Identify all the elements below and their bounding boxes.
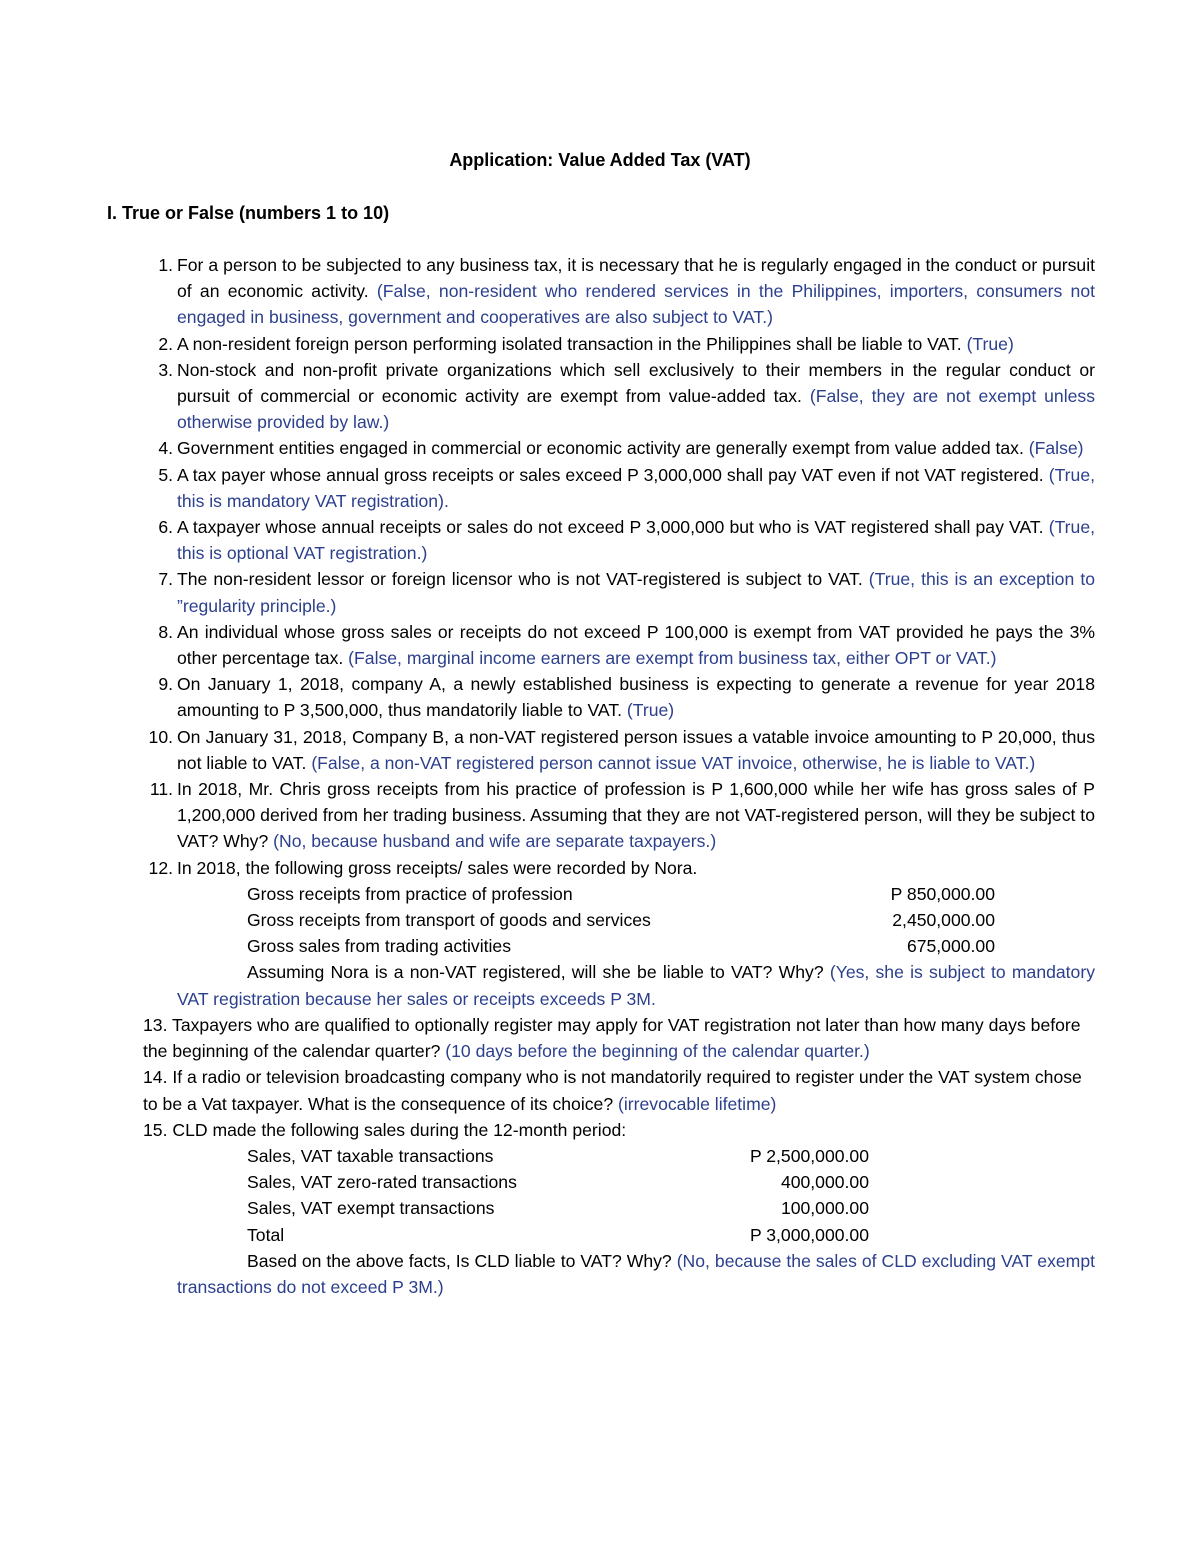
question-text: A tax payer whose annual gross receipts or sales exceed P 3,000,000 shall pay VAT even if not VAT registered. — [177, 464, 1044, 485]
table-row — [247, 881, 1095, 907]
answer-text: (False) — [1028, 438, 1084, 459]
row-label: Sales, VAT exempt transactions — [247, 1198, 495, 1219]
row-amount: 675,000.00 — [906, 936, 995, 957]
table-row — [247, 1169, 1095, 1195]
list-item-continuation — [107, 1143, 1095, 1300]
answer-text: (No, because the sales of CLD excluding VAT exempt transactions do not exceed P 3M.) — [177, 1250, 1095, 1297]
row-label: Sales, VAT taxable transactions — [247, 1145, 494, 1166]
item-number: 3. — [158, 359, 173, 380]
answer-text: (True, this is optional VAT registration.) — [177, 517, 1095, 564]
answer-text: (True, this is mandatory VAT registration). — [177, 464, 1095, 511]
answer-text: (True, this is an exception to ”regularity principle.) — [177, 569, 1095, 616]
row-label: Gross sales from trading activities — [247, 936, 511, 957]
list-item — [143, 1012, 1095, 1064]
table-row-total — [247, 1222, 1095, 1248]
question-text: Government entities engaged in commercial or economic activity are generally exempt from value added tax. — [177, 438, 1024, 459]
list-item — [107, 566, 1095, 618]
page-title: Application: Value Added Tax (VAT) — [449, 150, 751, 170]
list-item — [107, 619, 1095, 671]
row-amount: P 2,500,000.00 — [749, 1145, 869, 1166]
answer-text: (True) — [966, 333, 1014, 354]
row-amount: P 850,000.00 — [890, 883, 995, 904]
answer-text: (True) — [626, 700, 675, 721]
item-number: 13. — [143, 1014, 168, 1035]
list-item — [143, 1117, 1095, 1143]
list-item — [107, 357, 1095, 436]
question-list — [107, 252, 1095, 1300]
question-text: Non-stock and non-profit private organizations which sell exclusively to their members in the regular conduct or pursuit of commercial or economic activity are exempt from value-added tax. — [177, 359, 1095, 407]
answer-text: (No, because husband and wife are separate taxpayers.) — [273, 831, 717, 852]
item-number: 9. — [158, 674, 173, 695]
answer-text: (False, a non-VAT registered person cannot issue VAT invoice, otherwise, he is liable to VAT.) — [311, 752, 1036, 773]
question-text: The non-resident lessor or foreign licensor who is not VAT-registered is subject to VAT. — [177, 569, 863, 590]
question-text: In 2018, Mr. Chris gross receipts from his practice of profession is P 1,600,000 while her wife has gross sales of P 1,200,000 derived from her trading business. Assuming that they are not VAT-registered person, will they be subject to VAT? Why? — [177, 779, 1095, 852]
answer-text: (Yes, she is subject to mandatory VAT registration because her sales or receipts exceeds P 3M. — [177, 962, 1095, 1009]
question-text: On January 1, 2018, company A, a newly established business is expecting to generate a revenue for year 2018 amounting to P 3,500,000, thus mandatorily liable to VAT. — [177, 674, 1095, 721]
row-amount: 400,000.00 — [780, 1172, 869, 1193]
answer-text: (False, non-resident who rendered services in the Philippines, importers, consumers not engaged in business, government and cooperatives are also subject to VAT.) — [177, 281, 1095, 328]
item-number: 2. — [158, 333, 173, 354]
question-text: Taxpayers who are qualified to optionally register may apply for VAT registration not later than how many days before the beginning of the calendar quarter? — [143, 1014, 1081, 1062]
row-amount: P 3,000,000.00 — [749, 1224, 869, 1245]
item-number: 11. — [149, 779, 173, 800]
question-text: An individual whose gross sales or receipts do not exceed P 100,000 is exempt from VAT provided he pays the 3% other percentage tax. — [177, 621, 1095, 669]
item-number: 4. — [158, 438, 173, 459]
row-amount: 2,450,000.00 — [892, 910, 995, 931]
receipts-table — [247, 881, 1095, 960]
list-item — [107, 514, 1095, 566]
question-text: For a person to be subjected to any business tax, it is necessary that he is regularly engaged in the conduct or pursuit of an economic activity. — [177, 255, 1095, 302]
row-amount: 100,000.00 — [780, 1198, 869, 1219]
list-item — [107, 435, 1095, 461]
table-row — [247, 1143, 1095, 1169]
list-item — [107, 855, 1095, 1012]
item-number: 7. — [158, 569, 173, 590]
item-number: 8. — [158, 621, 173, 642]
question-text: On January 31, 2018, Company B, a non-VAT registered person issues a vatable invoice amounting to P 20,000, thus not liable to VAT. — [177, 726, 1095, 773]
question-text: If a radio or television broadcasting company who is not mandatorily required to register under the VAT system chose to be a Vat taxpayer. What is the consequence of its choice? — [143, 1067, 1082, 1114]
list-item — [107, 724, 1095, 776]
table-row — [247, 907, 1095, 933]
row-label: Total — [247, 1224, 285, 1245]
row-label: Gross receipts from transport of goods and services — [247, 910, 651, 931]
item-number: 1. — [158, 255, 173, 275]
question-text: Based on the above facts, Is CLD liable to VAT? Why? — [247, 1250, 672, 1271]
item-number: 5. — [158, 464, 173, 485]
question-text: CLD made the following sales during the 12-month period: — [172, 1119, 627, 1140]
answer-text: (10 days before the beginning of the calendar quarter.) — [445, 1041, 870, 1062]
answer-text: (irrevocable lifetime) — [618, 1093, 777, 1114]
answer-text: (False, they are not exempt unless otherwise provided by law.) — [177, 386, 1096, 433]
list-item — [107, 462, 1095, 514]
item-number: 12. — [148, 857, 173, 878]
table-row — [247, 933, 1095, 959]
item-number: 10. — [148, 726, 173, 747]
list-item — [143, 1064, 1095, 1116]
table-row — [247, 1195, 1095, 1221]
question-text: In 2018, the following gross receipts/ sales were recorded by Nora. — [177, 857, 698, 878]
row-label: Sales, VAT zero-rated transactions — [247, 1172, 517, 1193]
answer-text: (False, marginal income earners are exempt from business tax, either OPT or VAT.) — [348, 648, 997, 669]
question-text: A non-resident foreign person performing isolated transaction in the Philippines shall be liable to VAT. — [177, 333, 962, 354]
row-label: Gross receipts from practice of profession — [247, 883, 573, 904]
item-number: 14. — [143, 1067, 168, 1088]
list-item — [107, 776, 1095, 855]
sales-table — [247, 1143, 1095, 1248]
list-item — [107, 252, 1095, 331]
section-heading: I. True or False (numbers 1 to 10) — [107, 203, 390, 223]
question-text: Assuming Nora is a non-VAT registered, will she be liable to VAT? Why? — [247, 962, 824, 983]
item-number: 15. — [143, 1119, 168, 1140]
list-item — [107, 331, 1095, 357]
list-item — [107, 671, 1095, 723]
item-number: 6. — [158, 517, 173, 538]
question-text: A taxpayer whose annual receipts or sales do not exceed P 3,000,000 but who is VAT registered shall pay VAT. — [177, 517, 1044, 538]
